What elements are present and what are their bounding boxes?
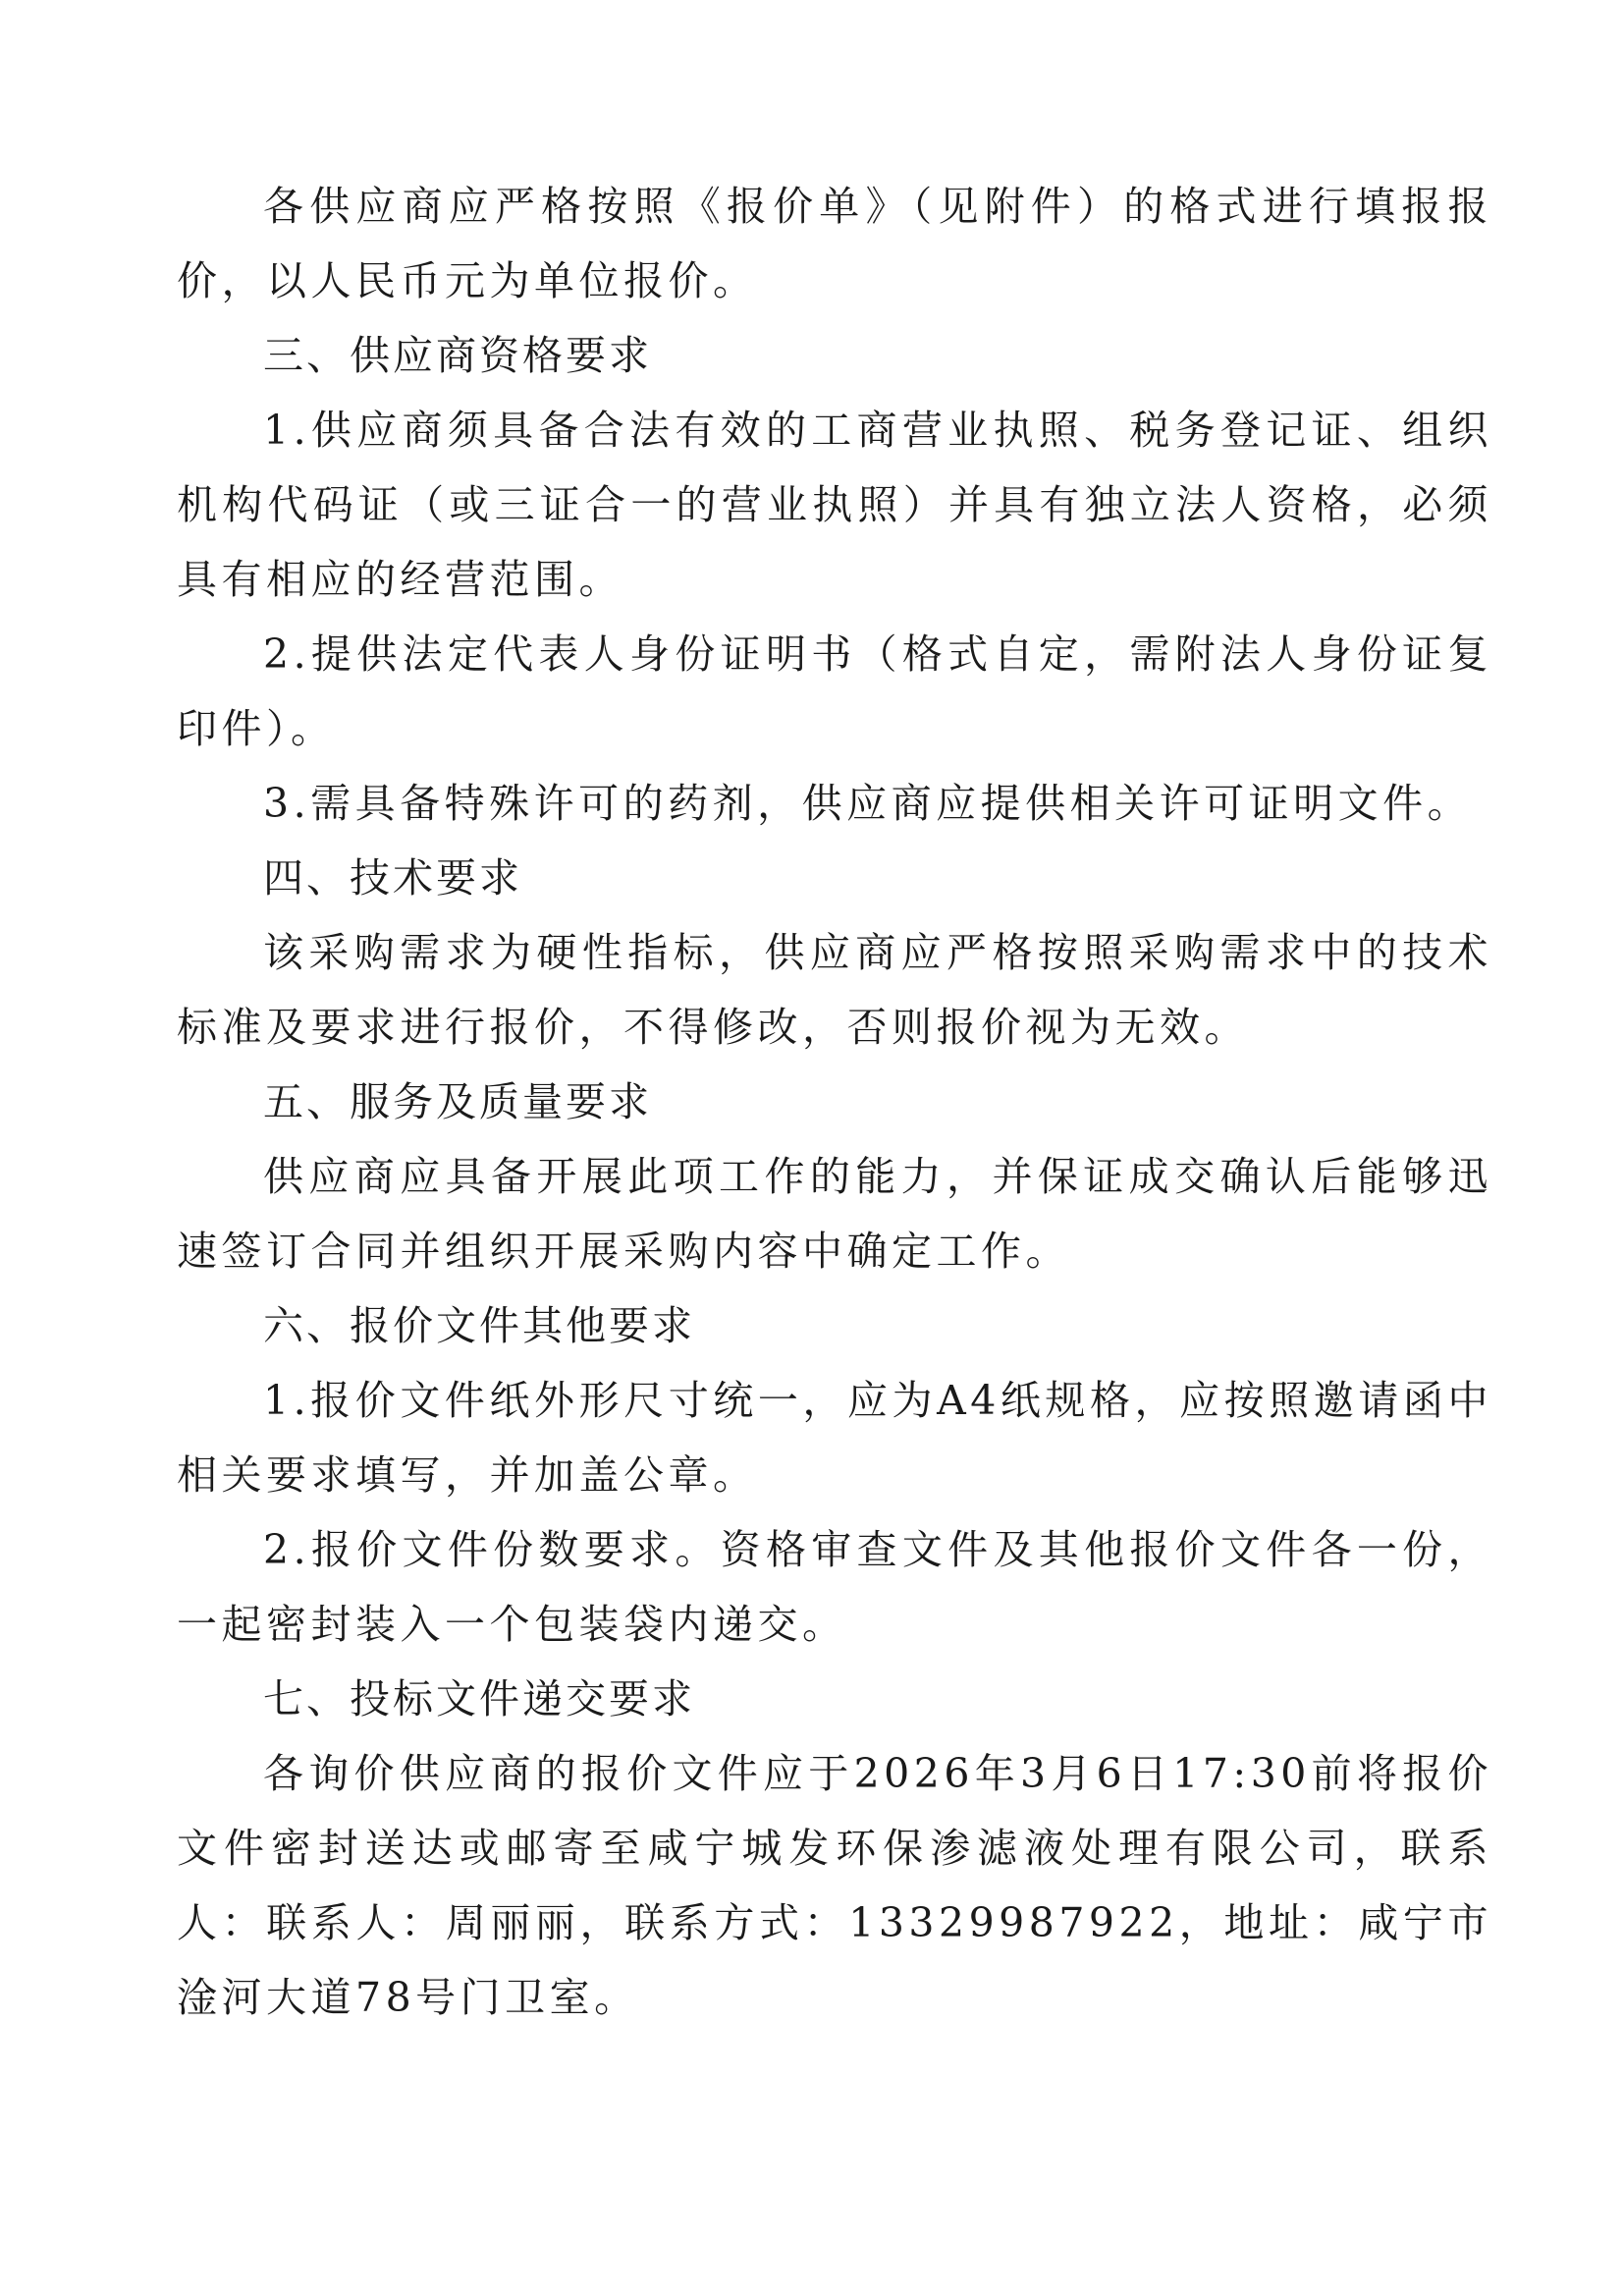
heading-bid-submission: 七、投标文件递交要求 — [263, 1675, 695, 1722]
paragraph-quote-format: 各供应商应严格按照《报价单》（见附件）的格式进行填报报价，以人民币元为单位报价。 — [177, 183, 1492, 304]
paragraph-service: 供应商应具备开展此项工作的能力，并保证成交确认后能够迅速签订合同并组织开展采购内容中确定工作。 — [177, 1153, 1492, 1275]
paragraph-qualification-2: 2.提供法定代表人身份证明书（格式自定，需附法人身份证复印件）。 — [177, 630, 1492, 752]
document-page — [177, 169, 1492, 2035]
paragraph-quote-file-2: 2.报价文件份数要求。资格审查文件及其他报价文件各一份，一起密封装入一个包装袋内递交。 — [177, 1526, 1492, 1648]
paragraph-quote-file-1: 1.报价文件纸外形尺寸统一，应为A4纸规格，应按照邀请函中相关要求填写，并加盖公章。 — [177, 1377, 1492, 1499]
heading-technical-requirements: 四、技术要求 — [263, 854, 522, 902]
heading-service-quality: 五、服务及质量要求 — [263, 1078, 652, 1125]
heading-quote-file-requirements: 六、报价文件其他要求 — [263, 1302, 695, 1349]
paragraph-technical: 该采购需求为硬性指标，供应商应严格按照采购需求中的技术标准及要求进行报价，不得修改，否则报价视为无效。 — [177, 929, 1492, 1051]
heading-supplier-qualification: 三、供应商资格要求 — [263, 332, 652, 379]
paragraph-qualification-3: 3.需具备特殊许可的药剂，供应商应提供相关许可证明文件。 — [263, 780, 1473, 827]
paragraph-qualification-1: 1.供应商须具备合法有效的工商营业执照、税务登记证、组织机构代码证（或三证合一的营业执照）并具有独立法人资格，必须具有相应的经营范围。 — [177, 407, 1492, 603]
paragraph-bid-submission: 各询价供应商的报价文件应于2026年3月6日17:30前将报价文件密封送达或邮寄至咸宁城发环保渗滤液处理有限公司，联系人：联系人：周丽丽，联系方式：13329987922，地址：咸宁市淦河大道78号门卫室。 — [177, 1750, 1492, 2021]
